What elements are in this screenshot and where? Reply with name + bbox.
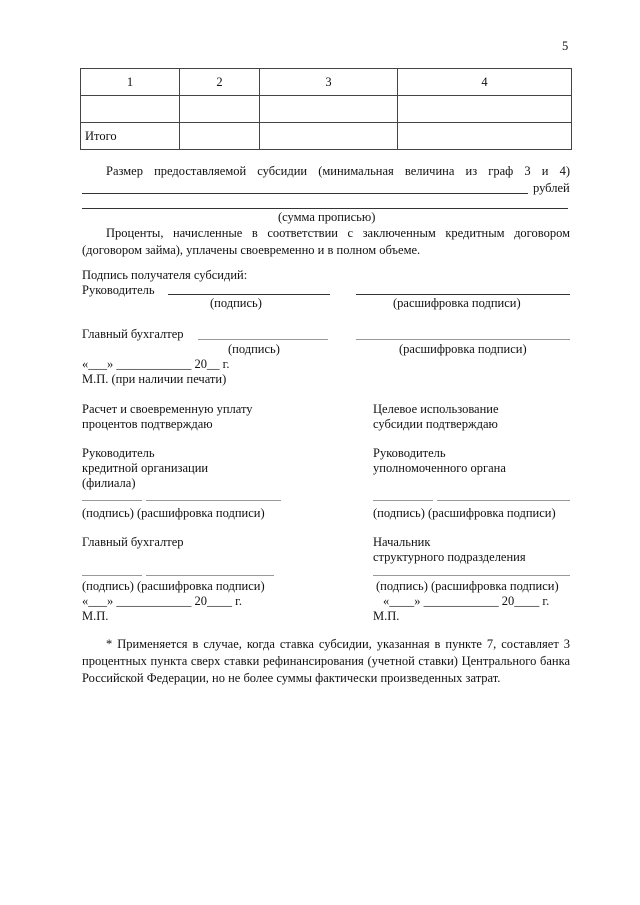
left-head-line-2: кредитной организации [82,461,209,475]
subsidy-table [80,68,572,150]
amount-in-words-caption: (сумма прописью) [278,210,376,224]
right-decoding-line-1[interactable] [437,500,570,501]
table-header-cell: 3 [260,69,398,96]
right-head-line-2: уполномоченного органа [373,461,506,475]
table-total-row [81,123,572,150]
currency-label: рублей [533,181,570,195]
right-confirm-line-1: Целевое использование [373,402,499,416]
right-signature-caption-2: (подпись) (расшифровка подписи) [376,579,559,593]
signature-block-title: Подпись получателя субсидий: [82,268,248,282]
page-number: 5 [562,39,569,53]
table-cell [398,96,572,123]
subsidy-size-text: Размер предоставляемой субсидии (минимальная величина из граф 3 и 4) [106,164,570,178]
right-chief-line-2: структурного подразделения [373,550,526,564]
table-cell [81,96,180,123]
table-cell [398,123,572,150]
chief-accountant-label: Главный бухгалтер [82,327,184,341]
left-signature-line-1[interactable] [82,500,142,501]
table-cell [260,96,398,123]
seal-note: М.П. (при наличии печати) [82,372,227,386]
date-line: «___» ____________ 20__ г. [82,357,230,371]
right-date-line: «____» ____________ 20____ г. [383,594,550,608]
table-row [81,96,572,123]
head-signature-line[interactable] [168,294,330,295]
left-seal-note: М.П. [82,609,109,623]
table-cell: Итого [81,123,180,150]
subsidy-amount-line [82,193,528,194]
table-cell [180,96,260,123]
footnote: * Применяется в случае, когда ставка субсидии, указанная в пункте 7, составляет 3 процентных пункта сверх ставки рефинансирования (учетной ставки) Центрального банка Российской Федерации, но не более суммы фактически произведенных затрат. [82,637,570,685]
left-head-line-3: (филиала) [82,476,136,490]
left-signature-caption-1: (подпись) (расшифровка подписи) [82,506,265,520]
table-cell [180,123,260,150]
right-signature-line-2[interactable] [373,575,570,576]
left-signature-caption-2: (подпись) (расшифровка подписи) [82,579,265,593]
subsidy-words-line [82,208,568,209]
accountant-signature-caption: (подпись) [228,342,280,356]
right-seal-note: М.П. [373,609,400,623]
interest-statement: Проценты, начисленные в соответствии с заключенным кредитным договором (договором займа), уплачены своевременно и в полном объеме. [82,226,570,257]
accountant-decoding-caption: (расшифровка подписи) [399,342,527,356]
table-header-row [81,69,572,96]
head-label: Руководитель [82,283,155,297]
accountant-decoding-line[interactable] [356,339,570,340]
left-signature-line-2[interactable] [82,575,142,576]
right-chief-line-1: Начальник [373,535,431,549]
right-signature-line-1[interactable] [373,500,433,501]
table-header-cell: 4 [398,69,572,96]
head-signature-caption: (подпись) [210,296,262,310]
left-decoding-line-1[interactable] [146,500,281,501]
left-confirm-line-2: процентов подтверждаю [82,417,213,431]
accountant-signature-line[interactable] [198,339,328,340]
right-confirm-line-2: субсидии подтверждаю [373,417,498,431]
table-header-cell: 1 [81,69,180,96]
head-decoding-line[interactable] [356,294,570,295]
left-decoding-line-2[interactable] [146,575,274,576]
right-head-line-1: Руководитель [373,446,446,460]
head-decoding-caption: (расшифровка подписи) [393,296,521,310]
left-accountant-label: Главный бухгалтер [82,535,184,549]
left-head-line-1: Руководитель [82,446,155,460]
left-confirm-line-1: Расчет и своевременную уплату [82,402,253,416]
left-date-line: «___» ____________ 20____ г. [82,594,242,608]
table-header-cell: 2 [180,69,260,96]
right-signature-caption-1: (подпись) (расшифровка подписи) [373,506,556,520]
table-cell [260,123,398,150]
